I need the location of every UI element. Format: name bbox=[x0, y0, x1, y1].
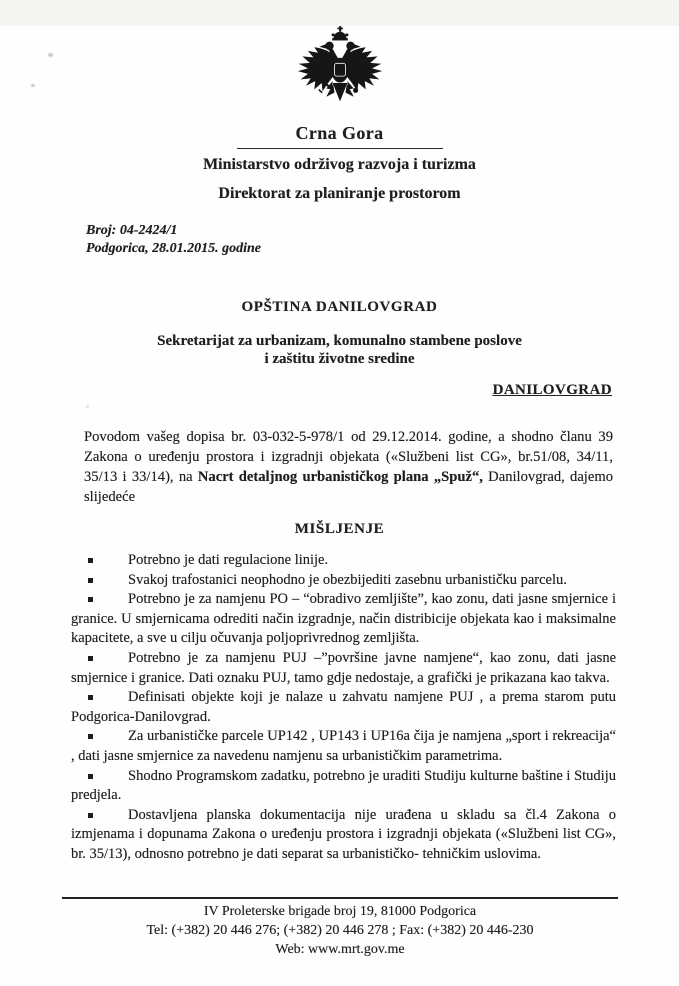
square-bullet-icon bbox=[71, 767, 128, 787]
square-bullet-icon bbox=[71, 590, 128, 610]
opinion-item-text: Dostavljena planska dokumentacija nije urađena u skladu sa čl.4 Zakona o izmjenama i dopunama Zakona o uređenju prostora i izgradnji objekata («Službeni list CG», br. 35/13), odnosno potrebno je dati separat sa urbanističko- tehničkim uslovima. bbox=[71, 806, 616, 862]
opinion-item bbox=[71, 688, 616, 727]
intro-paragraph bbox=[84, 427, 613, 507]
opinion-item-text: Definisati objekte koji je nalaze u zahvatu namjene PUJ , a prema starom putu Podgorica-Danilovgrad. bbox=[71, 689, 616, 725]
square-bullet-icon bbox=[71, 727, 128, 747]
recipient-secretariat bbox=[0, 332, 679, 368]
square-bullet-icon bbox=[71, 806, 128, 826]
scan-noise-speck bbox=[31, 84, 35, 87]
opinion-item bbox=[71, 649, 616, 688]
opinion-title: MIŠLJENJE bbox=[294, 521, 385, 537]
recipient-city-line bbox=[0, 382, 612, 399]
letterhead-divider bbox=[237, 148, 443, 149]
directorate-name: Direktorat za planiranje prostorom bbox=[218, 185, 461, 202]
opinion-item bbox=[71, 767, 616, 806]
opinion-item bbox=[71, 571, 616, 591]
secretariat-line2: i zaštitu životne sredine bbox=[264, 351, 415, 367]
footer-phones: Tel: (+382) 20 446 276; (+382) 20 446 278 ; Fax: (+382) 20 446-230 bbox=[146, 923, 534, 938]
square-bullet-icon bbox=[71, 688, 128, 708]
scanned-letter-page bbox=[0, 26, 679, 986]
scan-noise-speck bbox=[86, 405, 89, 408]
opinion-item bbox=[71, 551, 616, 571]
footer-web: Web: www.mrt.gov.me bbox=[275, 942, 405, 957]
opinion-item-text: Svakoj trafostanici neophodno je obezbijediti zasebnu urbanističku parcelu. bbox=[128, 571, 567, 588]
opinion-item bbox=[71, 590, 616, 649]
opinion-item-text: Za urbanističke parcele UP142 , UP143 i UP16a čija je namjena „sport i rekreacija“ , dati jasne smjernice za navedenu namjenu sa urbanističkim parametrima. bbox=[71, 728, 616, 764]
recipient-block bbox=[0, 298, 679, 368]
reference-number: Broj: 04-2424/1 bbox=[86, 223, 178, 238]
scan-noise-speck bbox=[48, 53, 53, 57]
square-bullet-icon bbox=[71, 551, 128, 571]
plan-title-bold: Nacrt detaljnog urbanističkog plana „Spuž“, bbox=[197, 469, 483, 485]
reference-place-date: Podgorica, 28.01.2015. godine bbox=[86, 241, 261, 256]
square-bullet-icon bbox=[71, 571, 128, 591]
montenegro-coat-of-arms-eagle-icon bbox=[285, 26, 395, 118]
square-bullet-icon bbox=[71, 649, 128, 669]
opinion-item bbox=[71, 806, 616, 865]
footer-contact-block bbox=[62, 897, 618, 959]
opinion-item-text: Potrebno je za namjenu PO – “obradivo zemljište”, kao zonu, dati jasne smjernice i granice. U smjernicama odrediti način izgradnje, način distribicije objekata kao i maksimalne kapacitete, a sve u cilju očuvanja poljoprivrednog zemljišta. bbox=[71, 591, 616, 647]
opinion-list bbox=[71, 551, 616, 865]
ministry-name: Ministarstvo održivog razvoja i turizma bbox=[203, 156, 476, 173]
opinion-item-text: Potrebno je dati regulacione linije. bbox=[128, 552, 329, 568]
country-name: Crna Gora bbox=[295, 123, 384, 143]
footer-address: IV Proleterske brigade broj 19, 81000 Podgorica bbox=[203, 904, 477, 919]
opinion-item-text: Shodno Programskom zadatku, potrebno je uraditi Studiju kulturne baštine i Studiju predjela. bbox=[71, 767, 616, 804]
intro-text-1: Povodom vašeg dopisa br. 03-032-5-978/1 od 29.12.2014. godine, a shodno članu 39 Zakona o uređenju prostora i izgradnji objekata («Službeni list CG», br.51/08, 34/11, 35/13 i 33/14), na bbox=[84, 429, 613, 485]
reference-block bbox=[86, 222, 679, 258]
recipient-municipality: OPŠTINA DANILOVGRAD bbox=[241, 299, 438, 315]
letterhead bbox=[0, 26, 679, 204]
intro-text-2: Danilovgrad, dajemo slijedeće bbox=[84, 469, 613, 505]
recipient-city: DANILOVGRAD bbox=[492, 382, 612, 398]
opinion-item bbox=[71, 727, 616, 766]
secretariat-line1: Sekretarijat za urbanizam, komunalno stambene poslove bbox=[157, 333, 522, 349]
opinion-item-text: Potrebno je za namjenu PUJ –”površine javne namjene“, kao zonu, dati jasne smjernice i granice. Dati oznaku PUJ, tamo gdje nedostaje, a grafički je prikazana kao takva. bbox=[71, 649, 616, 686]
